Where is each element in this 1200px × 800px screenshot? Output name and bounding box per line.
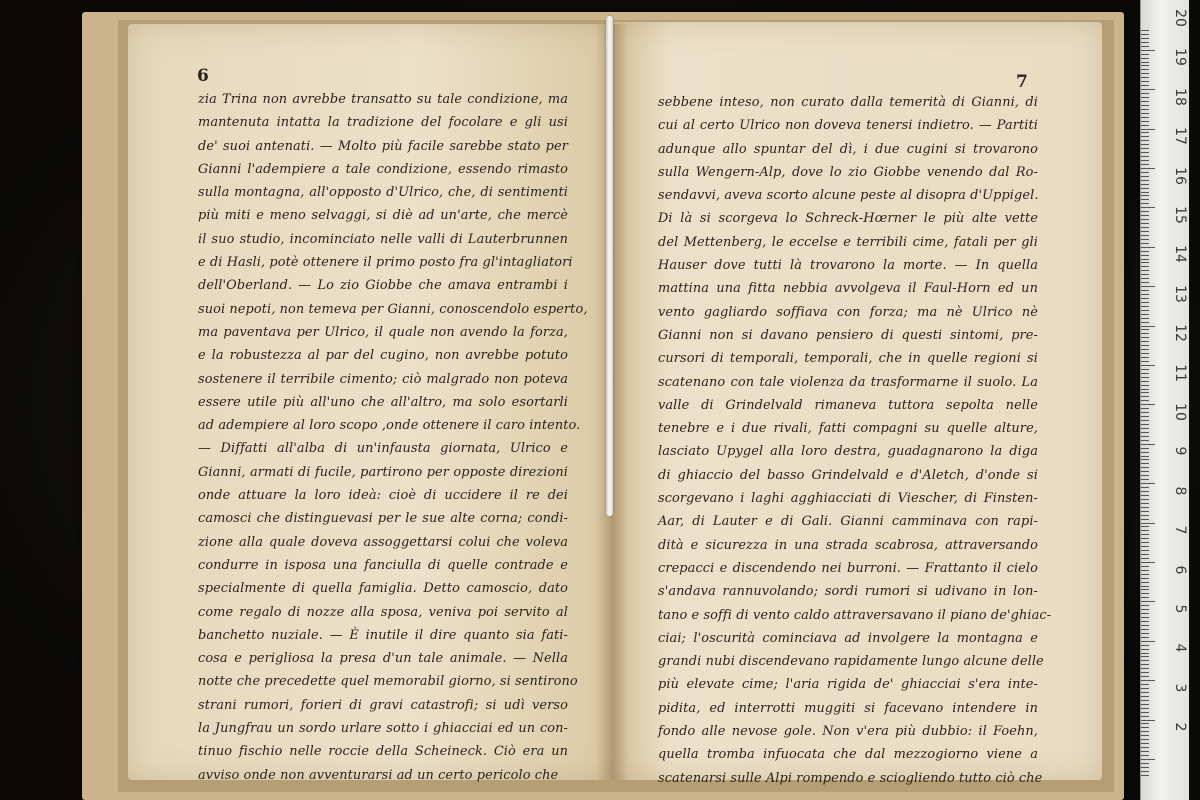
text-line: zia Trina non avrebbe transatto su tale condizione, ma <box>198 92 568 107</box>
text-line: zione alla quale doveva assoggettarsi colui che voleva <box>198 534 568 550</box>
ruler-tick <box>1141 400 1149 401</box>
ruler-number: 3 <box>1172 683 1188 693</box>
ruler-tick <box>1141 349 1149 350</box>
ruler-tick <box>1141 121 1149 122</box>
text-line: tano e soffi di vento caldo attraversavano il piano de'ghiac- <box>658 607 1052 623</box>
ruler-tick <box>1141 85 1149 86</box>
ruler-number: 2 <box>1172 722 1188 732</box>
text-line: sostenere il terribile cimento; ciò malgrado non poteva <box>198 371 568 387</box>
ruler-tick <box>1141 381 1149 382</box>
ruler-tick <box>1141 700 1149 701</box>
ruler-tick <box>1141 211 1149 212</box>
text-line: ad adempiere al loro scopo ,onde ottenere il caro intento. <box>198 418 581 434</box>
ruler-tick <box>1141 389 1149 390</box>
ruler-tick <box>1141 731 1149 732</box>
ruler-tick <box>1141 404 1155 405</box>
ruler-tick <box>1141 625 1149 626</box>
ruler-tick <box>1141 357 1149 358</box>
text-line: scatenano con tale violenza da trasformarne il suolo. La <box>658 374 1038 390</box>
text-line: scatenarsi sulle Alpi rompendo e sciogliendo tutto ciò che <box>658 770 1043 786</box>
ruler-tick <box>1141 767 1149 768</box>
ruler-tick <box>1141 452 1149 453</box>
text-line: scorgevano i laghi agghiacciati di Viescher, di Finsten- <box>658 491 1038 507</box>
ruler-tick <box>1141 180 1149 181</box>
ruler-tick <box>1141 42 1149 43</box>
ruler-tick <box>1141 519 1149 520</box>
ruler-tick <box>1141 586 1149 587</box>
text-line: cui al certo Ulrico non doveva tenersi indietro. — Partiti <box>658 118 1038 134</box>
ruler-tick <box>1141 58 1149 59</box>
ruler-tick <box>1141 168 1155 169</box>
ruler-tick <box>1141 302 1149 303</box>
ruler-tick <box>1141 286 1155 287</box>
text-line: ma paventava per Ulrico, il quale non avendo la forza, <box>198 324 568 340</box>
ruler-tick <box>1141 377 1149 378</box>
ruler-tick <box>1141 310 1149 311</box>
text-line: suoi nepoti, non temeva per Gianni, conoscendolo esperto, <box>198 301 588 317</box>
ruler-tick <box>1141 160 1149 161</box>
text-line: banchetto nuziale. — È inutile il dire quanto sia fati- <box>198 627 568 643</box>
text-line: — Diffatti all'alba di un'infausta giornata, Ulrico e <box>198 441 568 457</box>
ruler-tick <box>1141 396 1149 397</box>
ruler-tick <box>1141 503 1149 504</box>
ruler-tick <box>1141 239 1149 240</box>
ruler-tick <box>1141 385 1149 386</box>
right-page-number: 7 <box>1016 72 1028 92</box>
text-line: di ghiaccio del basso Grindelvald e d'Aletch, d'onde si <box>658 467 1038 483</box>
ruler-tick <box>1141 365 1155 366</box>
ruler-tick <box>1141 373 1149 374</box>
ruler-tick <box>1141 542 1149 543</box>
ruler-number: 20 <box>1172 9 1188 27</box>
text-line: s'andava rannuvolando; sordi rumori si udivano in lon- <box>658 584 1038 600</box>
text-line: la Jungfrau un sordo urlare sotto i ghiacciai ed un con- <box>198 721 568 737</box>
ruler-tick <box>1141 554 1149 555</box>
ruler-tick <box>1141 712 1149 713</box>
ruler-tick <box>1141 747 1149 748</box>
ruler-tick <box>1141 456 1149 457</box>
ruler-tick <box>1141 148 1149 149</box>
ruler-tick <box>1141 132 1149 133</box>
ruler-tick <box>1141 629 1149 630</box>
ruler-tick <box>1141 235 1149 236</box>
ruler-tick <box>1141 89 1155 90</box>
text-line: condurre in isposa una fanciulla di quelle contrade e <box>198 557 568 573</box>
ruler-tick <box>1141 81 1149 82</box>
ruler-tick <box>1141 140 1149 141</box>
ruler-tick <box>1141 550 1149 551</box>
ruler-number: 13 <box>1172 284 1188 303</box>
ruler-tick <box>1141 432 1149 433</box>
text-line: Di là si scorgeva lo Schreck-Hœrner le più alte vette <box>658 211 1038 227</box>
ruler-tick <box>1141 605 1149 606</box>
ruler-tick <box>1141 448 1149 449</box>
ruler-tick <box>1141 566 1149 567</box>
ruler-number: 15 <box>1172 206 1188 224</box>
ruler-tick <box>1141 684 1149 685</box>
ruler-tick <box>1141 176 1149 177</box>
ruler-tick <box>1141 129 1155 130</box>
ruler-tick <box>1141 30 1149 31</box>
ruler-tick <box>1141 113 1149 114</box>
text-line: essere utile più all'uno che all'altro, ma solo esortarli <box>198 394 568 410</box>
ruler-tick <box>1141 523 1155 524</box>
ruler-tick <box>1141 720 1155 721</box>
ruler-tick <box>1141 105 1149 106</box>
ruler-tick <box>1141 653 1149 654</box>
text-line: de' suoi antenati. — Molto più facile sarebbe stato per <box>198 138 568 154</box>
ruler-tick <box>1141 298 1149 299</box>
ruler-tick <box>1141 487 1149 488</box>
ruler-tick <box>1141 428 1149 429</box>
ruler-number: 19 <box>1172 48 1188 67</box>
ruler-tick <box>1141 759 1155 760</box>
ruler-tick <box>1141 609 1149 610</box>
ruler-tick <box>1141 50 1155 51</box>
ruler-tick <box>1141 38 1149 39</box>
ruler-tick <box>1141 322 1149 323</box>
ruler-number: 6 <box>1172 565 1188 575</box>
ruler-tick <box>1141 582 1149 583</box>
ruler-tick <box>1141 184 1149 185</box>
ruler-tick <box>1141 333 1149 334</box>
ruler-tick <box>1141 290 1149 291</box>
ruler-tick <box>1141 195 1149 196</box>
ruler-tick <box>1141 775 1149 776</box>
ruler-tick <box>1141 199 1149 200</box>
ruler-tick <box>1141 266 1149 267</box>
ruler-tick <box>1141 109 1149 110</box>
ruler-tick <box>1141 97 1149 98</box>
ruler-tick <box>1141 641 1155 642</box>
ruler-tick <box>1141 54 1149 55</box>
text-line: e la robustezza al par del cugino, non avrebbe potuto <box>198 348 568 364</box>
text-line: notte che precedette quel memorabil giorno, si sentirono <box>198 674 578 690</box>
ruler-tick <box>1141 534 1149 535</box>
ruler-tick <box>1141 219 1149 220</box>
ruler-number: 9 <box>1172 446 1188 456</box>
ruler-tick <box>1141 136 1149 137</box>
ruler-number: 12 <box>1172 324 1188 343</box>
ruler-tick <box>1141 467 1149 468</box>
ruler-tick <box>1141 420 1149 421</box>
left-page-text <box>198 88 588 787</box>
ruler-tick <box>1141 223 1149 224</box>
text-line: tenebre e i due rivali, fatti compagni su quelle alture, <box>658 421 1038 437</box>
ruler-number: 18 <box>1172 87 1188 106</box>
ruler-tick <box>1141 188 1149 189</box>
text-line: quella tromba infuocata che dal mezzogiorno viene a <box>658 747 1038 763</box>
ruler-tick <box>1141 483 1155 484</box>
text-line: il suo studio, incominciato nelle valli di Lauterbrunnen <box>198 231 568 247</box>
text-line: avviso onde non avventurarsi ad un certo pericolo che <box>198 767 559 783</box>
ruler-tick <box>1141 329 1149 330</box>
text-line: come regalo di nozze alla sposa, veniva poi servito al <box>198 604 568 620</box>
ruler-tick <box>1141 282 1149 283</box>
ruler-tick <box>1141 633 1149 634</box>
ruler-tick <box>1141 645 1149 646</box>
text-line: lasciato Upygel alla loro destra, guadagnarono la diga <box>658 444 1038 460</box>
ruler-tick <box>1141 294 1149 295</box>
ruler-tick <box>1141 361 1149 362</box>
ruler-tick <box>1141 117 1149 118</box>
ruler-tick <box>1141 507 1149 508</box>
ruler-tick <box>1141 727 1149 728</box>
ruler-tick <box>1141 326 1155 327</box>
text-line: Gianni l'adempiere a tale condizione, essendo rimasto <box>198 161 568 177</box>
ruler-tick <box>1141 73 1149 74</box>
ruler-number: 5 <box>1172 604 1188 614</box>
ruler-tick <box>1141 412 1149 413</box>
ruler-tick <box>1141 538 1149 539</box>
ruler-tick <box>1141 688 1149 689</box>
ruler-tick <box>1141 526 1149 527</box>
ruler-tick <box>1141 46 1149 47</box>
ruler-tick <box>1141 65 1149 66</box>
ruler-tick <box>1141 247 1155 248</box>
text-line: sulla montagna, all'opposto d'Ulrico, che, di sentimenti <box>198 185 568 201</box>
ruler-tick <box>1141 125 1149 126</box>
text-line: grandi nubi discendevano rapidamente lungo alcune delle <box>658 654 1044 670</box>
ruler-tick <box>1141 649 1149 650</box>
ruler-tick <box>1141 424 1149 425</box>
ruler-tick <box>1141 475 1149 476</box>
ruler-tick <box>1141 306 1149 307</box>
ruler-number: 7 <box>1172 525 1188 535</box>
ruler-tick <box>1141 558 1149 559</box>
ruler-tick <box>1141 589 1149 590</box>
ruler-tick <box>1141 771 1149 772</box>
ruler-tick <box>1141 156 1149 157</box>
text-line: cursori di temporali, temporali, che in quelle regioni si <box>658 351 1038 367</box>
ruler-tick <box>1141 499 1149 500</box>
text-line: dità e sicurezza in una strada scabrosa, attraversando <box>658 537 1038 553</box>
ruler-tick <box>1141 69 1149 70</box>
text-line: strani rumori, forieri di gravi catastrofi; si udì verso <box>198 697 568 713</box>
ruler-tick <box>1141 613 1149 614</box>
ruler-tick <box>1141 668 1149 669</box>
ruler-tick <box>1141 735 1149 736</box>
ruler-tick <box>1141 601 1155 602</box>
ruler-tick <box>1141 621 1149 622</box>
ruler-tick <box>1141 739 1149 740</box>
ruler-tick <box>1141 763 1149 764</box>
ruler-tick <box>1141 680 1155 681</box>
ruler-number: 10 <box>1172 403 1188 421</box>
text-line: sulla Wengern-Alp, dove lo zio Giobbe venendo dal Ro- <box>658 164 1038 180</box>
ruler-tick <box>1141 570 1149 571</box>
text-line: camosci che distinguevasi per le sue alte corna; condi- <box>198 511 568 527</box>
ruler-tick <box>1141 444 1155 445</box>
text-line: valle di Grindelvald rimaneva tuttora sepolta nelle <box>658 397 1038 413</box>
text-line: specialmente di quella famiglia. Detto camoscio, dato <box>198 581 568 597</box>
ruler-tick <box>1141 353 1149 354</box>
ruler-tick <box>1141 471 1149 472</box>
ruler-tick <box>1141 318 1149 319</box>
ruler-tick <box>1141 164 1149 165</box>
ruler-tick <box>1141 656 1149 657</box>
ruler-tick <box>1141 597 1149 598</box>
ruler-tick <box>1141 337 1149 338</box>
ruler-tick <box>1141 203 1149 204</box>
ruler-tick <box>1141 664 1149 665</box>
ruler-tick <box>1141 743 1149 744</box>
text-line: onde attuare la loro ideà: cioè di uccidere il re dei <box>198 488 568 504</box>
ruler-tick <box>1141 62 1149 63</box>
right-page-text <box>658 91 1052 790</box>
ruler-tick <box>1141 436 1149 437</box>
ruler-tick <box>1141 144 1149 145</box>
text-line: fondo alle nevose gole. Non v'era più dubbio: il Foehn, <box>658 724 1038 740</box>
ruler-tick <box>1141 274 1149 275</box>
ruler-tick <box>1141 408 1149 409</box>
ruler-number: 4 <box>1172 643 1188 653</box>
text-line: cosa e perigliosa la presa d'un tale animale. — Nella <box>198 651 568 667</box>
ruler-tick <box>1141 416 1149 417</box>
ruler-tick <box>1141 463 1149 464</box>
text-line: più miti e meno selvaggi, si diè ad un'arte, che mercè <box>198 208 568 224</box>
ruler-tick <box>1141 459 1149 460</box>
text-line: sebbene inteso, non curato dalla temerità di Gianni, di <box>658 95 1038 110</box>
ruler-number: 17 <box>1172 127 1188 146</box>
ruler-tick <box>1141 578 1149 579</box>
ruler-tick <box>1141 93 1149 94</box>
ruler-tick <box>1141 251 1149 252</box>
ruler-tick <box>1141 511 1149 512</box>
ruler-number: 16 <box>1172 166 1188 185</box>
ruler-tick <box>1141 34 1149 35</box>
ruler-tick <box>1141 341 1149 342</box>
ruler-number: 11 <box>1172 363 1188 382</box>
text-line: più elevate cime; l'aria rigida de' ghiacciai s'era inte- <box>658 677 1038 693</box>
text-line: dell'Oberland. — Lo zio Giobbe che amava entrambi i <box>198 278 568 294</box>
binding-thread <box>606 16 613 516</box>
text-line: pidita, ed interrotti muggiti si facevano intendere in <box>658 700 1038 716</box>
ruler-tick <box>1141 172 1149 173</box>
ruler-tick <box>1141 696 1149 697</box>
ruler-tick <box>1141 574 1149 575</box>
ruler-number: 14 <box>1172 245 1188 264</box>
ruler-tick <box>1141 692 1149 693</box>
ruler-tick <box>1141 491 1149 492</box>
ruler-tick <box>1141 546 1149 547</box>
ruler-tick <box>1141 495 1149 496</box>
ruler-tick <box>1141 192 1149 193</box>
ruler-tick <box>1141 637 1149 638</box>
ruler-tick <box>1141 593 1149 594</box>
ruler-tick <box>1141 392 1149 393</box>
ruler-tick <box>1141 562 1155 563</box>
text-line: mantenuta intatta la tradizione del focolare e gli usi <box>198 115 568 131</box>
ruler-tick <box>1141 672 1149 673</box>
ruler-tick <box>1141 617 1149 618</box>
left-page-number: 6 <box>197 66 209 86</box>
text-line: Gianni non si davano pensiero di questi sintomi, pre- <box>658 327 1038 343</box>
ruler-tick <box>1141 369 1149 370</box>
ruler-tick <box>1141 270 1149 271</box>
text-line: Aar, di Lauter e di Gali. Gianni camminava con rapi- <box>658 514 1038 530</box>
ruler-tick <box>1141 152 1149 153</box>
ruler-tick <box>1141 278 1149 279</box>
ruler-tick <box>1141 207 1155 208</box>
ruler-tick <box>1141 259 1149 260</box>
ruler-tick <box>1141 704 1149 705</box>
ruler-tick <box>1141 515 1149 516</box>
text-line: adunque allo spuntar del dì, i due cugini si trovarono <box>658 141 1038 157</box>
ruler-tick <box>1141 77 1149 78</box>
ruler-tick <box>1141 314 1149 315</box>
text-line: Hauser dove tutti là trovarono la morte. — In quella <box>658 258 1038 274</box>
text-line: mattina una fitta nebbia avvolgeva il Faul-Horn ed un <box>658 281 1038 297</box>
ruler-tick <box>1141 440 1149 441</box>
text-line: sendavvi, aveva scorto alcune peste al disopra d'Uppigel. <box>658 188 1039 204</box>
text-line: crepacci e discendendo nei burroni. — Frattanto il cielo <box>658 560 1038 576</box>
ruler-tick <box>1141 255 1149 256</box>
ruler-tick <box>1141 723 1149 724</box>
ruler-tick <box>1141 479 1149 480</box>
ruler-tick <box>1141 231 1149 232</box>
ruler-tick <box>1141 101 1149 102</box>
ruler-tick <box>1141 262 1149 263</box>
ruler-tick <box>1141 755 1149 756</box>
ruler-tick <box>1141 676 1149 677</box>
text-line: e di Hasli, potè ottenere il primo posto fra gl'intagliatori <box>198 255 573 271</box>
text-line: tinuo fischio nelle roccie della Scheineck. Ciò era un <box>198 744 568 760</box>
text-line: del Mettenberg, le eccelse e terribili cime, fatali per gli <box>658 234 1038 250</box>
ruler-tick <box>1141 227 1149 228</box>
ruler-tick <box>1141 716 1149 717</box>
ruler-tick <box>1141 215 1149 216</box>
ruler-tick <box>1141 708 1149 709</box>
ruler-tick <box>1141 243 1149 244</box>
ruler-number: 8 <box>1172 486 1188 496</box>
ruler-tick <box>1141 345 1149 346</box>
ruler-tick <box>1141 530 1149 531</box>
ruler-tick <box>1141 751 1149 752</box>
text-line: vento gagliardo soffiava con forza; ma nè Ulrico nè <box>658 304 1038 320</box>
text-line: ciai; l'oscurità cominciava ad involgere la montagna e <box>658 630 1038 646</box>
text-line: Gianni, armati di fucile, partirono per opposte direzioni <box>198 464 568 480</box>
ruler-tick <box>1141 660 1149 661</box>
